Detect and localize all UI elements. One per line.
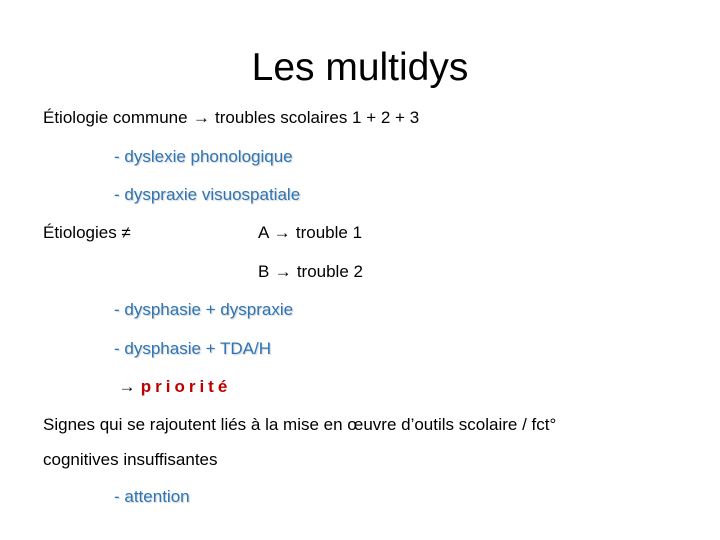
arrow-right-icon: →	[118, 377, 136, 396]
line-b-trouble-2	[258, 261, 363, 283]
etiologies-differentes: Étiologies ≠	[43, 223, 131, 242]
arrow-right-icon: →	[274, 262, 292, 281]
etiologie-commune-text: Étiologie commune	[43, 108, 188, 127]
slide-title: Les multidys	[251, 46, 469, 89]
arrow-right-icon: →	[192, 108, 210, 127]
item-dysphasie-dyspraxie: - dysphasie + dyspraxie	[114, 300, 294, 319]
line-etiologie-commune	[43, 107, 419, 129]
trouble-1-text: trouble 1	[295, 223, 363, 242]
item-dysphasie-tdah: - dysphasie + TDA/H	[114, 339, 272, 358]
item-dyspraxie-visuospatiale: - dyspraxie visuospatiale	[114, 185, 301, 204]
cognitives-text: cognitives insuffisantes	[43, 450, 218, 469]
arrow-right-icon: →	[273, 223, 291, 242]
troubles-scolaires-text: troubles scolaires 1 + 2 + 3	[215, 108, 420, 127]
signes-text: Signes qui se rajoutent liés à la mise en œuvre d’outils scolaire / fct°	[43, 415, 557, 434]
trouble-2-text: trouble 2	[296, 262, 363, 281]
label-b: B	[258, 262, 270, 281]
label-a: A	[258, 223, 269, 242]
item-dyslexie: - dyslexie phonologique	[114, 147, 293, 166]
item-attention: - attention	[114, 487, 190, 506]
line-a-trouble-1	[258, 222, 362, 244]
priorite-text: priorité	[140, 377, 232, 396]
line-priorite	[118, 376, 231, 398]
